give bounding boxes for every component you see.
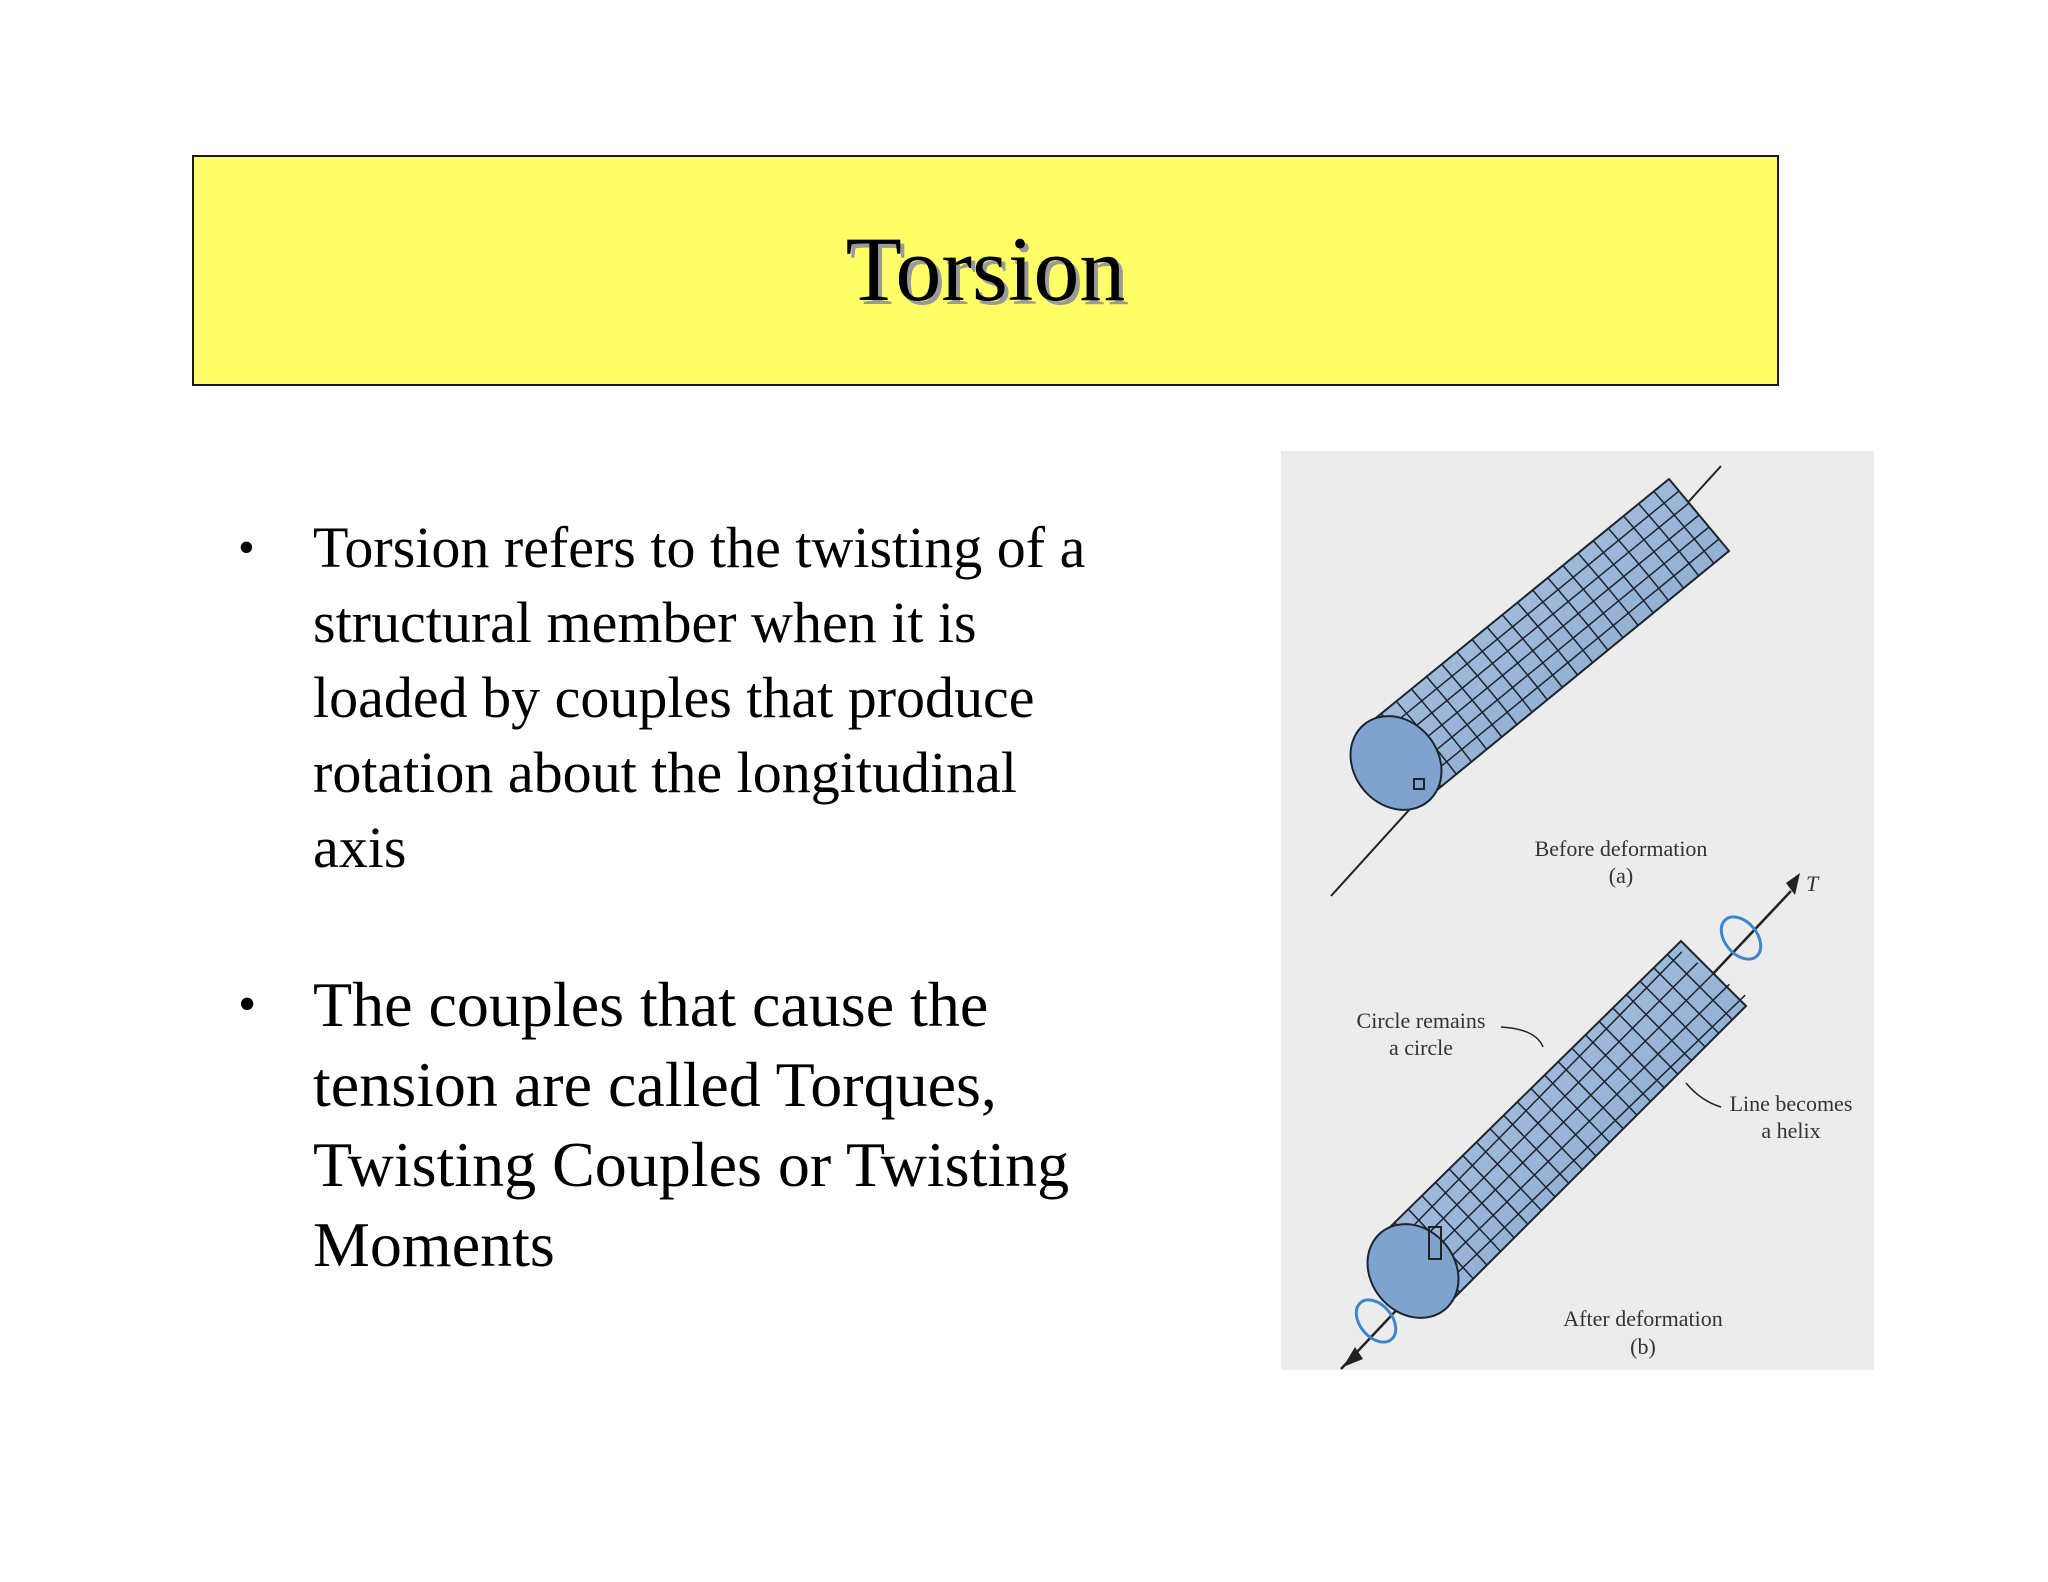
bullet-marker: • [238,976,257,1033]
label-line-becomes: Line becomes [1729,1091,1853,1116]
bullet-text: The couples that cause the tension are called Torques, Twisting Couples or Twisting Moments [313,969,1070,1280]
grid-seam-line [1406,527,1709,775]
label-a-helix: a helix [1761,1118,1821,1143]
torsion-figure [1281,451,1874,1370]
label-after-deformation: After deformation [1563,1306,1723,1331]
bullet-text: Torsion refers to the twisting of a structural member when it is loaded by couples that produce rotation about the longitudinal axis [313,515,1086,880]
label-before-deformation: Before deformation [1534,836,1708,861]
slide-title: Torsion [845,217,1126,320]
grid-seam-line [1396,515,1699,763]
label-circle-remains: Circle remains [1356,1008,1486,1033]
leader-line-helix [1686,1083,1721,1107]
shaft-after-deformation [1341,873,1800,1369]
label-a-circle: a circle [1388,1035,1454,1060]
bullet-item [238,965,1098,1285]
bullet-list [238,510,1098,1285]
label-a: (a) [1608,863,1634,888]
title-box [192,155,1779,386]
bullet-marker: • [238,521,255,574]
leader-line-circle [1501,1027,1543,1047]
bullet-item [238,510,1098,885]
torsion-illustration [1281,451,1874,1370]
axis-arrowhead-top [1786,873,1800,895]
label-b: (b) [1630,1334,1656,1359]
shaft-before-deformation [1331,466,1729,896]
grid-seam-line [1386,503,1689,750]
torque-arrow-top [1713,909,1768,966]
label-torque: T [1806,871,1819,896]
